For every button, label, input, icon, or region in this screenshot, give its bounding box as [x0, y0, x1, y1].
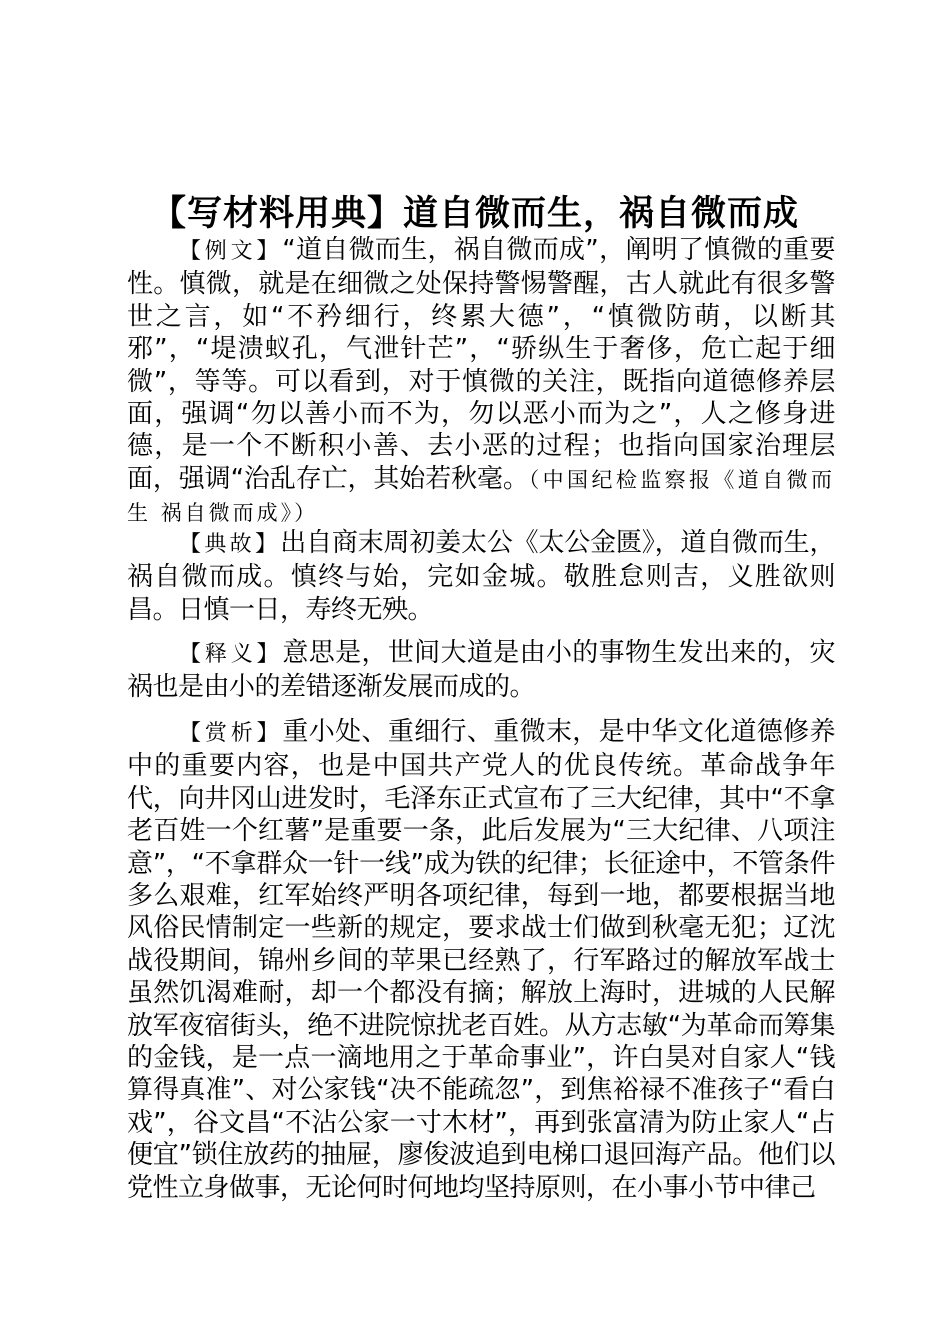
document-title: 【写材料用典】道自微而生，祸自微而成 [150, 193, 799, 235]
example-source: （中国纪检监察报《道自微而生 祸自微而成》） [127, 467, 835, 526]
meaning-label: 【释义】 [179, 642, 283, 667]
analysis-text: 重小处、重细行、重微末，是中华文化道德修养中的重要内容，也是中国共产党人的优良传统。革命战争年代，向井冈山进发时，毛泽东正式宣布了三大纪律，其中“不拿老百姓一个红薯”是重要一条，此后发展为“三大纪律、八项注意”，“不拿群众一针一线”成为铁的纪律；长征途中，不管条件多么艰难，红军始终严明各项纪律，每到一地，都要根据当地风俗民情制定一些新的规定，要求战士们做到秋毫无犯；辽沈战役期间，锦州乡间的苹果已经熟了，行军路过的解放军战士虽然饥渴难耐，却一个都没有摘；解放上海时，进城的人民解放军夜宿街头，绝不进院惊扰老百姓。从方志敏“为革命而筹集的金钱，是一点一滴地用之于革命事业”，许白昊对自家人“钱算得真准”、对公家钱“决不能疏忽”，到焦裕禄不准孩子“看白戏”，谷文昌“不沾公家一寸木材”，再到张富清为防止家人“占便宜”锁住放药的抽屉，廖俊波追到电梯口退回海产品。他们以党性立身做事，无论何时何地均坚持原则，在小事小节中律己 [127, 717, 835, 1203]
allusion-text: 出自商末周初姜太公《太公金匮》，道自微而生，祸自微而成。慎终与始，完如金城。敬胜怠则吉，义胜欲则昌。日慎一日，寿终无殃。 [127, 528, 835, 625]
allusion-paragraph [127, 527, 835, 626]
example-text: “道自微而生，祸自微而成”，阐明了慎微的重要性。慎微，就是在细微之处保持警惕警醒，古人就此有很多警世之言，如“不矜细行，终累大德”，“慎微防萌，以断其邪”，“堤溃蚁孔，气泄针芒”，“骄纵生于奢侈，危亡起于细微”，等等。可以看到，对于慎微的关注，既指向道德修养层面，强调“勿以善小而不为，勿以恶小而为之”，人之修身进德，是一个不断积小善、去小恶的过程；也指向国家治理层面，强调“治乱存亡，其始若秋毫。 [127, 235, 835, 494]
meaning-paragraph [127, 637, 835, 704]
analysis-paragraph [127, 716, 835, 1204]
meaning-text: 意思是，世间大道是由小的事物生发出来的，灾祸也是由小的差错逐渐发展而成的。 [127, 638, 835, 703]
analysis-label: 【赏析】 [179, 721, 283, 746]
example-paragraph [127, 234, 835, 530]
allusion-label: 【典故】 [179, 532, 281, 557]
example-label: 【例文】 [179, 239, 283, 264]
